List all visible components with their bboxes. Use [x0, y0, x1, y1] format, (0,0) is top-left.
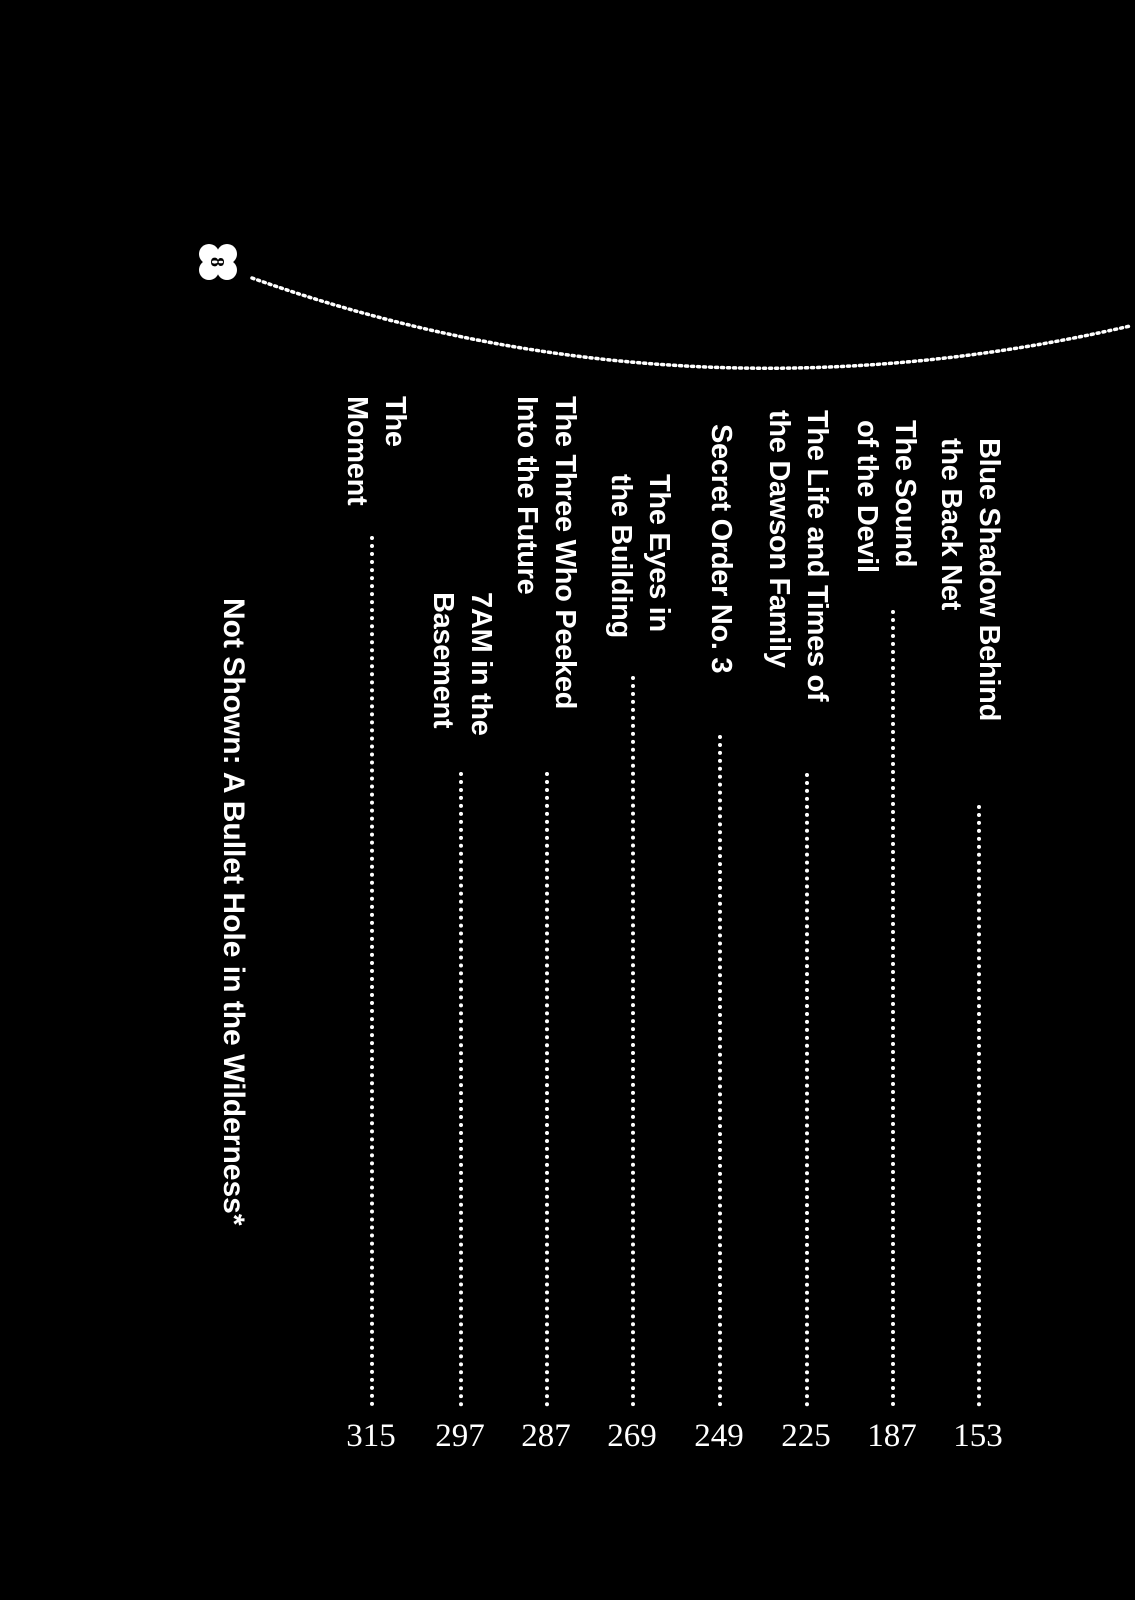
toc-entry-title[interactable]: 7AM in the Basement — [427, 592, 497, 736]
leader-dots — [545, 772, 555, 1407]
leader-dots — [459, 772, 469, 1407]
toc-entry-page[interactable]: 187 — [867, 1418, 917, 1454]
toc-entry-page[interactable]: 297 — [435, 1418, 485, 1454]
toc-entry-page[interactable]: 287 — [521, 1418, 571, 1454]
toc-entry-title[interactable]: The Three Who Peeked Into the Future — [511, 396, 581, 710]
toc-entry-page[interactable]: 153 — [953, 1418, 1003, 1454]
toc-entry-title[interactable]: The Moment — [341, 396, 411, 506]
toc-entry-page[interactable]: 315 — [346, 1418, 396, 1454]
toc-entry-page[interactable]: 225 — [781, 1418, 831, 1454]
leader-dots — [370, 536, 380, 1407]
toc-entry-title[interactable]: Blue Shadow Behind the Back Net — [935, 438, 1005, 722]
toc-entry-title[interactable]: The Eyes in the Building — [605, 474, 675, 638]
toc-entry-page[interactable]: 249 — [694, 1418, 744, 1454]
toc-entry-title[interactable]: The Sound of the Devil — [851, 420, 921, 573]
leader-dots — [977, 805, 987, 1407]
leader-dots — [631, 676, 641, 1407]
flower-icon — [199, 244, 237, 280]
toc-entry-title[interactable]: Secret Order No. 3 — [705, 424, 737, 674]
toc-entry-title[interactable]: The Life and Times of the Dawson Family — [763, 410, 833, 702]
footnote: Not Shown: A Bullet Hole in the Wilderness* — [217, 598, 250, 1226]
dotted-arc-divider — [252, 278, 1130, 368]
leader-dots — [805, 773, 815, 1407]
toc-entry-page[interactable]: 269 — [607, 1418, 657, 1454]
ornament-glyph: 8 — [206, 257, 228, 267]
leader-dots — [891, 610, 901, 1407]
leader-dots — [718, 735, 728, 1407]
